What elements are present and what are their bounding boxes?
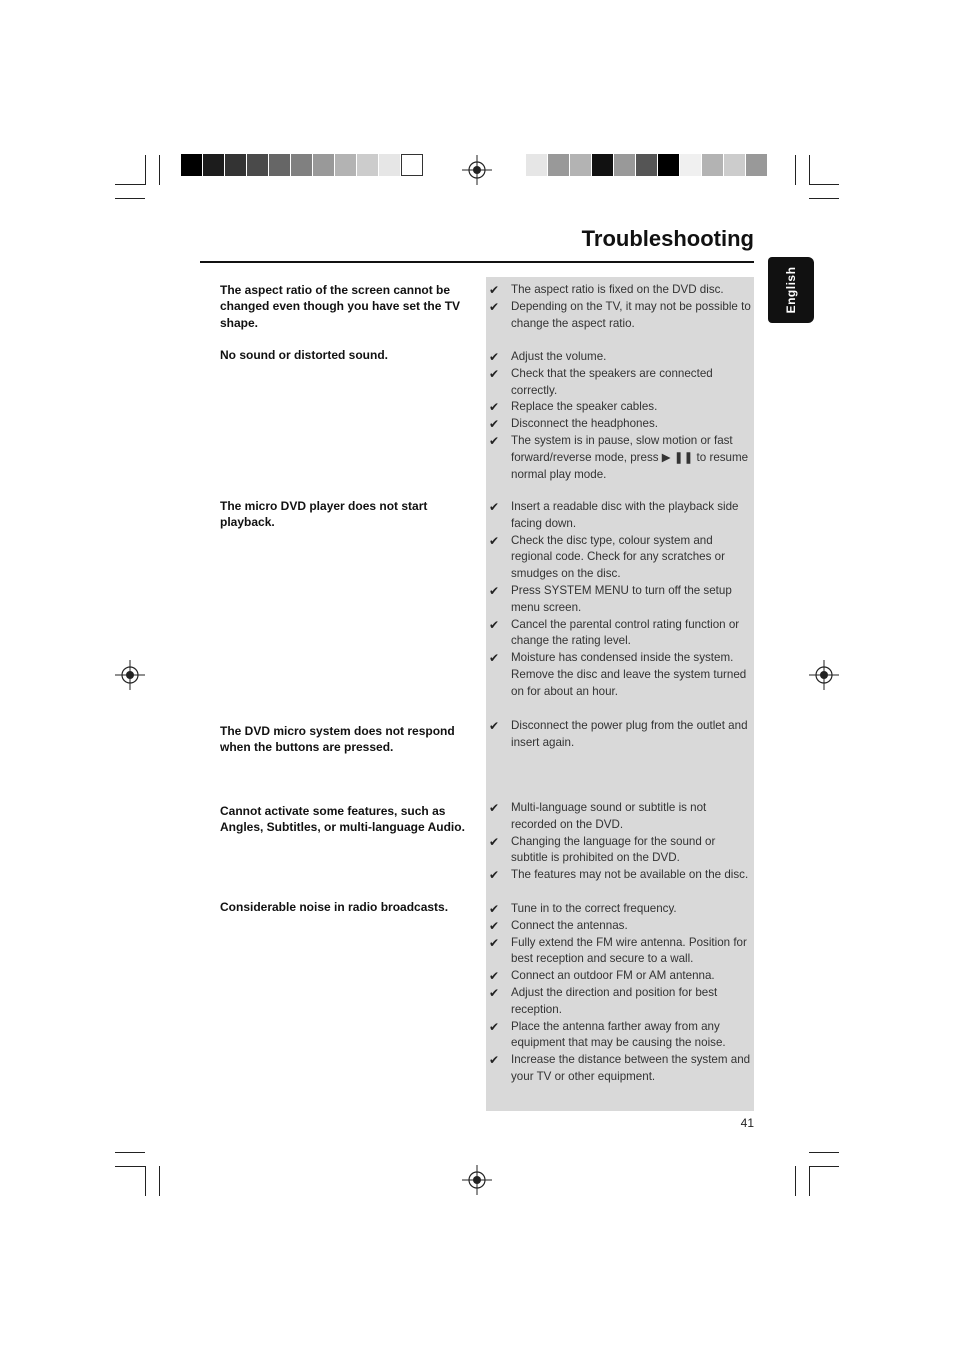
- solution-text: Insert a readable disc with the playback side facing down.: [511, 500, 739, 530]
- solution-text: Changing the language for the sound or subtitle is prohibited on the DVD.: [511, 834, 716, 865]
- checkmark-icon: ✔: [489, 299, 500, 314]
- page-number: 41: [740, 1116, 754, 1130]
- solution-text: Moisture has condensed inside the system. Remove the disc and leave the system turned on for about an hour.: [511, 651, 747, 698]
- calibration-swatch: [658, 154, 680, 176]
- checkmark-icon: ✔: [489, 902, 500, 916]
- solution-text: Tune in to the correct frequency.: [511, 902, 677, 915]
- checkmark-icon: ✔: [489, 985, 500, 1000]
- calibration-swatch: [313, 154, 335, 176]
- solution-text: Check the disc type, colour system and regional code. Check for any scratches or smudges on the disc.: [511, 533, 725, 581]
- calibration-swatch: [702, 154, 724, 176]
- solution-text: Increase the distance between the system and your TV or other equipment.: [511, 1053, 751, 1083]
- calibration-swatch: [592, 154, 614, 176]
- checkmark-icon: ✔: [489, 651, 500, 666]
- solution-text: Multi-language sound or subtitle is not recorded on the DVD.: [511, 801, 707, 831]
- calibration-swatch: [680, 154, 702, 176]
- checkmark-icon: ✔: [489, 801, 500, 815]
- registration-mark-icon: [809, 660, 839, 690]
- solution-text: Replace the speaker cables.: [511, 400, 658, 414]
- calibration-swatch: [291, 154, 313, 176]
- problem-text: No sound or distorted sound.: [220, 348, 388, 362]
- calibration-swatch: [636, 154, 658, 176]
- solution-item: [489, 583, 753, 617]
- calibration-swatch: [570, 154, 592, 176]
- solution-list: [489, 349, 753, 483]
- calibration-strip-left: [181, 154, 423, 176]
- calibration-swatch: [614, 154, 636, 176]
- problem-text: The aspect ratio of the screen cannot be changed even though you have set the TV shape.: [220, 283, 461, 330]
- solution-list: [489, 718, 753, 752]
- solution-item: [489, 901, 753, 918]
- solution-item: [489, 617, 753, 651]
- checkmark-icon: ✔: [489, 400, 500, 415]
- solution-text: Fully extend the FM wire antenna. Position for best reception and secure to a wall.: [511, 935, 747, 966]
- checkmark-icon: ✔: [489, 533, 500, 548]
- calibration-swatch: [203, 154, 225, 176]
- checkmark-icon: ✔: [489, 283, 500, 297]
- problem-text: Cannot activate some features, such as Angles, Subtitles, or multi-language Audio.: [220, 804, 465, 835]
- solution-item: [489, 968, 753, 985]
- calibration-swatch: [225, 154, 247, 176]
- checkmark-icon: ✔: [489, 1053, 500, 1068]
- solution-list: [489, 901, 753, 1086]
- solution-item: [489, 399, 753, 416]
- calibration-swatch: [269, 154, 291, 176]
- solution-item: [489, 918, 753, 935]
- solution-item: [489, 834, 753, 868]
- solution-item: [489, 867, 753, 884]
- checkmark-icon: ✔: [489, 433, 500, 448]
- registration-mark-icon: [115, 660, 145, 690]
- solution-text: Disconnect the headphones.: [511, 417, 658, 431]
- solution-item: [489, 433, 753, 483]
- checkmark-icon: ✔: [489, 935, 500, 950]
- solution-text: Connect the antennas.: [511, 918, 628, 932]
- solution-text: Connect an outdoor FM or AM antenna.: [511, 969, 715, 983]
- solution-list: [489, 499, 753, 701]
- solution-item: [489, 533, 753, 583]
- checkmark-icon: ✔: [489, 366, 500, 381]
- checkmark-icon: ✔: [489, 583, 500, 598]
- solution-text: Press SYSTEM MENU to turn off the setup menu screen.: [511, 583, 732, 614]
- checkmark-icon: ✔: [489, 350, 500, 364]
- solution-list: [489, 282, 753, 332]
- solution-text: Adjust the volume.: [511, 350, 607, 363]
- solution-text: The features may not be available on the disc.: [511, 868, 749, 882]
- problem-text: The micro DVD player does not start playback.: [220, 499, 428, 530]
- checkmark-icon: ✔: [489, 417, 500, 432]
- calibration-strip-right: [526, 154, 768, 176]
- checkmark-icon: ✔: [489, 868, 500, 883]
- solution-item: [489, 650, 753, 700]
- solution-item: [489, 299, 753, 333]
- checkmark-icon: ✔: [489, 969, 500, 984]
- solution-text: Check that the speakers are connected correctly.: [511, 366, 713, 397]
- checkmark-icon: ✔: [489, 834, 500, 849]
- language-tab-label: English: [784, 266, 798, 314]
- registration-mark-icon: [462, 1165, 492, 1195]
- checkmark-icon: ✔: [489, 719, 500, 733]
- solution-text: Cancel the parental control rating function or change the rating level.: [511, 617, 740, 648]
- solution-text: Depending on the TV, it may not be possible to change the aspect ratio.: [511, 299, 751, 330]
- solution-text: The aspect ratio is fixed on the DVD disc.: [511, 283, 724, 296]
- calibration-swatch: [335, 154, 357, 176]
- solution-item: [489, 1019, 753, 1053]
- solution-list: [489, 800, 753, 884]
- calibration-swatch: [401, 154, 423, 176]
- solution-text: The system is in pause, slow motion or fast forward/reverse mode, press ▶ ❚❚ to resume normal play mode.: [511, 433, 749, 481]
- solution-item: [489, 416, 753, 433]
- checkmark-icon: ✔: [489, 500, 500, 514]
- calibration-swatch: [181, 154, 203, 176]
- language-tab: [768, 257, 814, 323]
- problem-text: The DVD micro system does not respond when the buttons are pressed.: [220, 724, 455, 755]
- checkmark-icon: ✔: [489, 918, 500, 933]
- solution-item: [489, 800, 753, 834]
- calibration-swatch: [247, 154, 269, 176]
- calibration-swatch: [724, 154, 746, 176]
- problem-text: Considerable noise in radio broadcasts.: [220, 900, 449, 914]
- solution-item: [489, 282, 753, 299]
- calibration-swatch: [746, 154, 768, 176]
- solution-item: [489, 499, 753, 533]
- calibration-swatch: [357, 154, 379, 176]
- solution-item: [489, 1052, 753, 1086]
- calibration-swatch: [548, 154, 570, 176]
- title-rule: [200, 261, 754, 263]
- solution-text: Adjust the direction and position for best reception.: [511, 985, 718, 1016]
- calibration-swatch: [526, 154, 548, 176]
- solution-item: [489, 935, 753, 969]
- calibration-swatch: [379, 154, 401, 176]
- solution-item: [489, 985, 753, 1019]
- solution-item: [489, 718, 753, 752]
- page-title: Troubleshooting: [581, 226, 754, 251]
- solution-text: Disconnect the power plug from the outlet and insert again.: [511, 719, 748, 749]
- registration-mark-icon: [462, 155, 492, 185]
- checkmark-icon: ✔: [489, 617, 500, 632]
- solution-item: [489, 366, 753, 400]
- checkmark-icon: ✔: [489, 1019, 500, 1034]
- solution-item: [489, 349, 753, 366]
- solution-text: Place the antenna farther away from any equipment that may be causing the noise.: [511, 1019, 726, 1050]
